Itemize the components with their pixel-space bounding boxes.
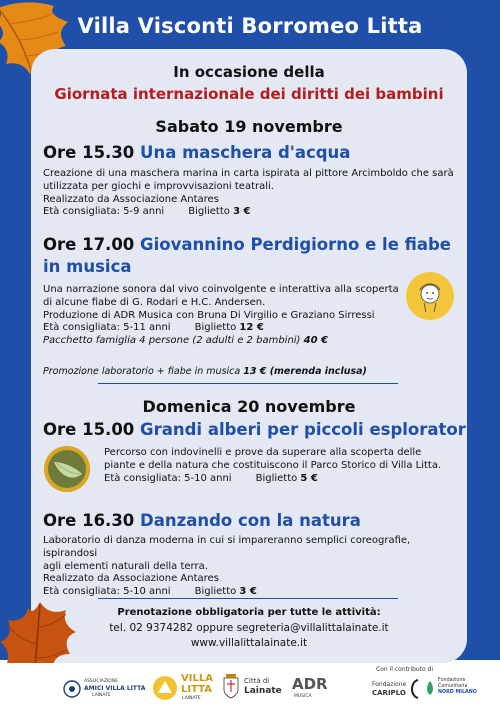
divider-line [98, 383, 398, 384]
event-4-desc-1: Laboratorio di danza moderna in cui si impareranno semplici coreografie, ispirandosi [43, 535, 411, 559]
event-2-family-text: Pacchetto famiglia 4 persone (2 adulti e 2 bambini) [43, 335, 301, 347]
event-2-name-line-2: in musica [43, 257, 132, 276]
event-3-desc-1: Percorso con indovinelli e prove da superare alla scoperta delle [104, 447, 422, 458]
event-3-details [104, 447, 454, 485]
event-4-details [43, 535, 461, 599]
event-3-time: Ore 15.00 [43, 420, 135, 439]
cariplo-label-1: Fondazione [372, 681, 407, 688]
event-4-name: Danzando con la natura [140, 511, 361, 530]
event-2-organizer: Produzione di ADR Musica con Bruna Di Virgilio e Graziano Sirressi [43, 309, 375, 321]
villa-logo-word-3: LAINATE [182, 696, 201, 701]
amici-label-small: ASSOCIAZIONE [84, 679, 119, 684]
event-1-organizer: Realizzato da Associazione Antares [43, 193, 219, 205]
intro-line-2: Giornata internazionale dei diritti dei bambini [54, 85, 444, 103]
event-1-ticket-price: 3 € [233, 206, 251, 218]
event-2-family [43, 335, 403, 348]
event-4-title [43, 511, 361, 530]
nord-milano-label-2: Comunitaria [438, 684, 468, 689]
event-3-age: Età consigliata: 5-10 anni [104, 472, 232, 484]
event-3-desc-2: piante e della natura che costituiscono il Parco Storico di Villa Litta. [104, 459, 442, 471]
character-face-icon [406, 272, 454, 320]
nord-milano-label-3: NORD MILANO [438, 690, 477, 695]
event-4-time: Ore 16.30 [43, 511, 135, 530]
event-4-organizer: Realizzato da Associazione Antares [43, 573, 219, 585]
event-1-ticket-label: Biglietto [188, 206, 230, 218]
promo-price: 13 € (merenda inclusa) [243, 366, 367, 377]
nord-milano-logo-icon [424, 680, 436, 696]
event-2-ticket-price: 12 € [239, 322, 264, 334]
event-2-title [43, 235, 451, 254]
footer-logos [0, 663, 500, 707]
amici-villa-litta-logo-icon [62, 680, 82, 698]
leaf-photo-icon [44, 446, 90, 492]
event-4-ticket-price: 3 € [239, 586, 257, 598]
nord-milano-label-1: Fondazione [438, 678, 466, 683]
event-3-title [43, 420, 472, 439]
event-3-ticket-label: Biglietto [255, 472, 298, 484]
event-4-ticket-label: Biglietto [194, 586, 237, 598]
event-2-ticket-label: Biglietto [194, 322, 237, 334]
event-2-age-ticket [43, 322, 403, 335]
city-label-1: Città di [244, 677, 270, 685]
event-1-details [43, 168, 461, 219]
event-2-desc-1: Una narrazione sonora dal vivo coinvolgente e interattiva alla scoperta [43, 284, 399, 295]
booking-title: Prenotazione obbligatoria per tutte le attività: [117, 607, 381, 618]
divider-line-2 [98, 598, 398, 599]
day-heading-sunday: Domenica 20 novembre [142, 397, 356, 416]
booking-website-link[interactable]: www.villalittalainate.it [190, 637, 308, 649]
event-4-desc-2: agli elementi naturali della terra. [43, 560, 208, 572]
event-1-age: Età consigliata: 5-9 anni [43, 206, 165, 218]
event-2-age: Età consigliata: 5-11 anni [43, 322, 171, 334]
city-crest-icon [222, 674, 240, 700]
cariplo-label-2: CARIPLO [372, 689, 406, 697]
amici-label-sub: LAINATE [92, 693, 111, 698]
villa-logo-word-1: VILLA [181, 673, 213, 684]
event-2-title-line-2 [43, 257, 131, 276]
villa-litta-logo-icon [151, 675, 179, 701]
adr-logo-text: ADR [292, 675, 328, 693]
event-1-desc-1: Creazione di una maschera marina in carta ispirata al pittore Arcimboldo che sarà [43, 168, 454, 179]
event-3-ticket-price: 5 € [300, 472, 318, 484]
page-title: Villa Visconti Borromeo Litta [77, 14, 423, 38]
villa-logo-word-2: LITTA [181, 684, 212, 695]
event-2-details [43, 284, 403, 348]
event-2-desc-2: di alcune fiabe di G. Rodari e H.C. Andersen. [43, 296, 266, 308]
event-1-age-ticket [43, 206, 461, 219]
cariplo-logo-icon [408, 678, 422, 700]
event-3-age-ticket [104, 473, 454, 486]
intro-line-1: In occasione della [173, 63, 325, 81]
event-1-desc-2: utilizzata per giochi e improvvisazioni teatrali. [43, 180, 274, 192]
day-heading-saturday: Sabato 19 novembre [155, 117, 343, 136]
city-label-2: Lainate [244, 686, 282, 696]
contribution-label: Con il contributo di [376, 666, 434, 673]
event-2-time: Ore 17.00 [43, 235, 135, 254]
amici-label: AMICI VILLA LITTA [84, 685, 146, 692]
event-4-age: Età consigliata: 5-10 anni [43, 586, 171, 598]
event-2-family-price: 40 € [303, 335, 329, 347]
event-1-name: Una maschera d'acqua [140, 143, 351, 162]
tree-leaf-photo [44, 446, 90, 492]
adr-logo-sub: MUSICA [294, 694, 312, 699]
giovannino-illustration [406, 272, 454, 320]
booking-contacts: tel. 02 9374282 oppure segreteria@villalittalainate.it [109, 622, 389, 634]
event-1-time: Ore 15.30 [43, 143, 135, 162]
event-2-name-line-1: Giovannino Perdigiorno e le fiabe [140, 235, 451, 254]
event-1-title [43, 143, 350, 162]
promo-text: Promozione laboratorio + fiabe in musica [43, 366, 241, 377]
event-3-name: Grandi alberi per piccoli esploratori [140, 420, 472, 439]
promo-line [43, 366, 367, 379]
